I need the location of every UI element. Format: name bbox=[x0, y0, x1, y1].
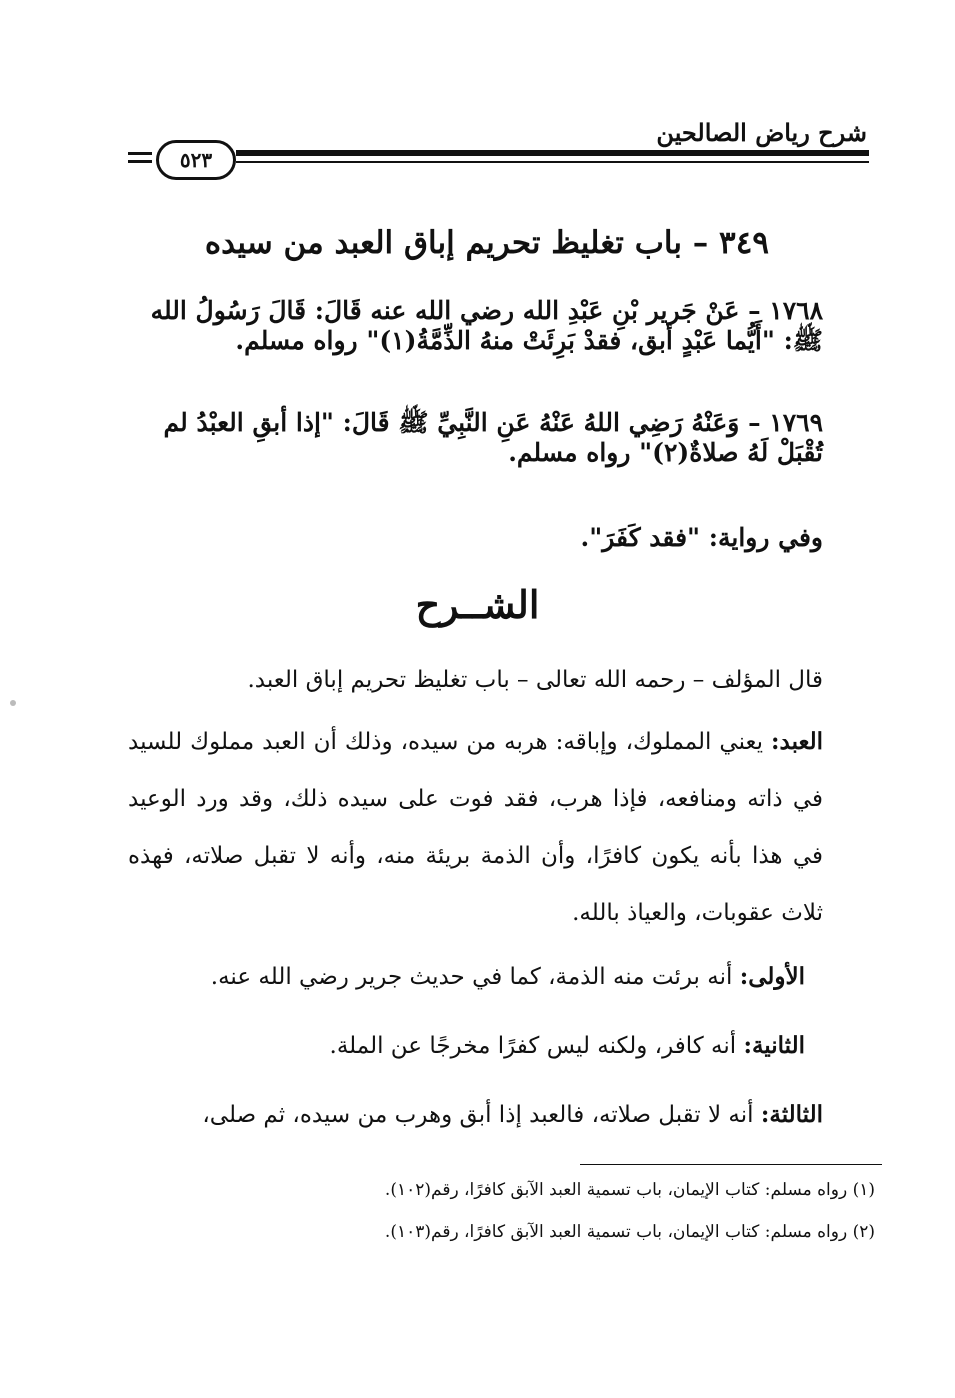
sharh-heading: الشــرح bbox=[415, 582, 540, 627]
commentary-intro: قال المؤلف – رحمه الله تعالى – باب تغليظ تحريم إباق العبد. bbox=[247, 667, 823, 693]
hadith-1768: ١٧٦٨ – عَنْ جَرير بْنِ عَبْدِ الله رضي الله عنه قَالَ: قَالَ رَسُولُ الله ﷺ: "أَيُّما عَبْدٍ أبق، فقدْ بَرِئَتْ منهُ الذِّمَّةُ(١)" رواه مسلم. bbox=[150, 296, 823, 355]
commentary-paragraph bbox=[128, 713, 823, 942]
page-number: ٥٢٣ bbox=[156, 140, 236, 180]
header-rule-thin bbox=[236, 161, 869, 163]
header-ornament-top bbox=[128, 152, 152, 155]
punishment-second-label: الثانية: bbox=[743, 1032, 805, 1059]
term-label: العبد: bbox=[771, 728, 823, 755]
punishment-third-label: الثالثة: bbox=[760, 1101, 823, 1128]
footnote-2: (٢) رواه مسلم: كتاب الإيمان، باب تسمية العبد الآبق كافرًا، رقم(١٠٣). bbox=[384, 1222, 875, 1242]
footnote-separator bbox=[580, 1164, 882, 1165]
running-title: شرح رياض الصالحين bbox=[656, 118, 867, 147]
punishment-third bbox=[128, 1086, 823, 1144]
header-ornament-bottom bbox=[128, 160, 152, 163]
footnote-1: (١) رواه مسلم: كتاب الإيمان، باب تسمية العبد الآبق كافرًا، رقم(١٠٢). bbox=[384, 1180, 875, 1200]
header-rule-thick bbox=[236, 150, 869, 156]
punishment-first bbox=[125, 948, 805, 1006]
scan-speck bbox=[10, 700, 16, 706]
punishment-second bbox=[125, 1017, 805, 1075]
hadith-riwaya: وفي رواية: "فقد كَفَرَ". bbox=[580, 523, 823, 552]
chapter-heading: ٣٤٩ – باب تغليظ تحريم إباق العبد من سيده bbox=[204, 225, 769, 261]
term-definition: يعني المملوك، وإباقه: هربه من سيده، وذلك أن العبد مملوك للسيد في ذاته ومنافعه، فإذا هرب، فقد فوت على سيده ذلك، وقد ورد الوعيد في هذا بأنه يكون كافرًا، وأن الذمة بريئة منه، وأنه لا تقبل صلاته، فهذه ثلاث عقوبات، والعياذ بالله. bbox=[128, 729, 823, 926]
hadith-1769: ١٧٦٩ – وَعَنْهُ رَضِي اللهُ عَنْهُ عَنِ النَّبِيِّ ﷺ قَالَ: "إذا أبقِ العبْدُ لم تُقْبَلْ لَهُ صلاةٌ(٢)" رواه مسلم. bbox=[163, 408, 823, 467]
punishment-second-text: أنه كافر، ولكنه ليس كفرًا مخرجًا عن الملة. bbox=[329, 1033, 737, 1059]
punishment-first-text: أنه برئت منه الذمة، كما في حديث جرير رضي الله عنه. bbox=[210, 964, 733, 990]
punishment-first-label: الأولى: bbox=[739, 963, 805, 990]
punishment-third-text: أنه لا تقبل صلاته، فالعبد إذا أبق وهرب من سيده، ثم صلى، bbox=[202, 1102, 754, 1128]
